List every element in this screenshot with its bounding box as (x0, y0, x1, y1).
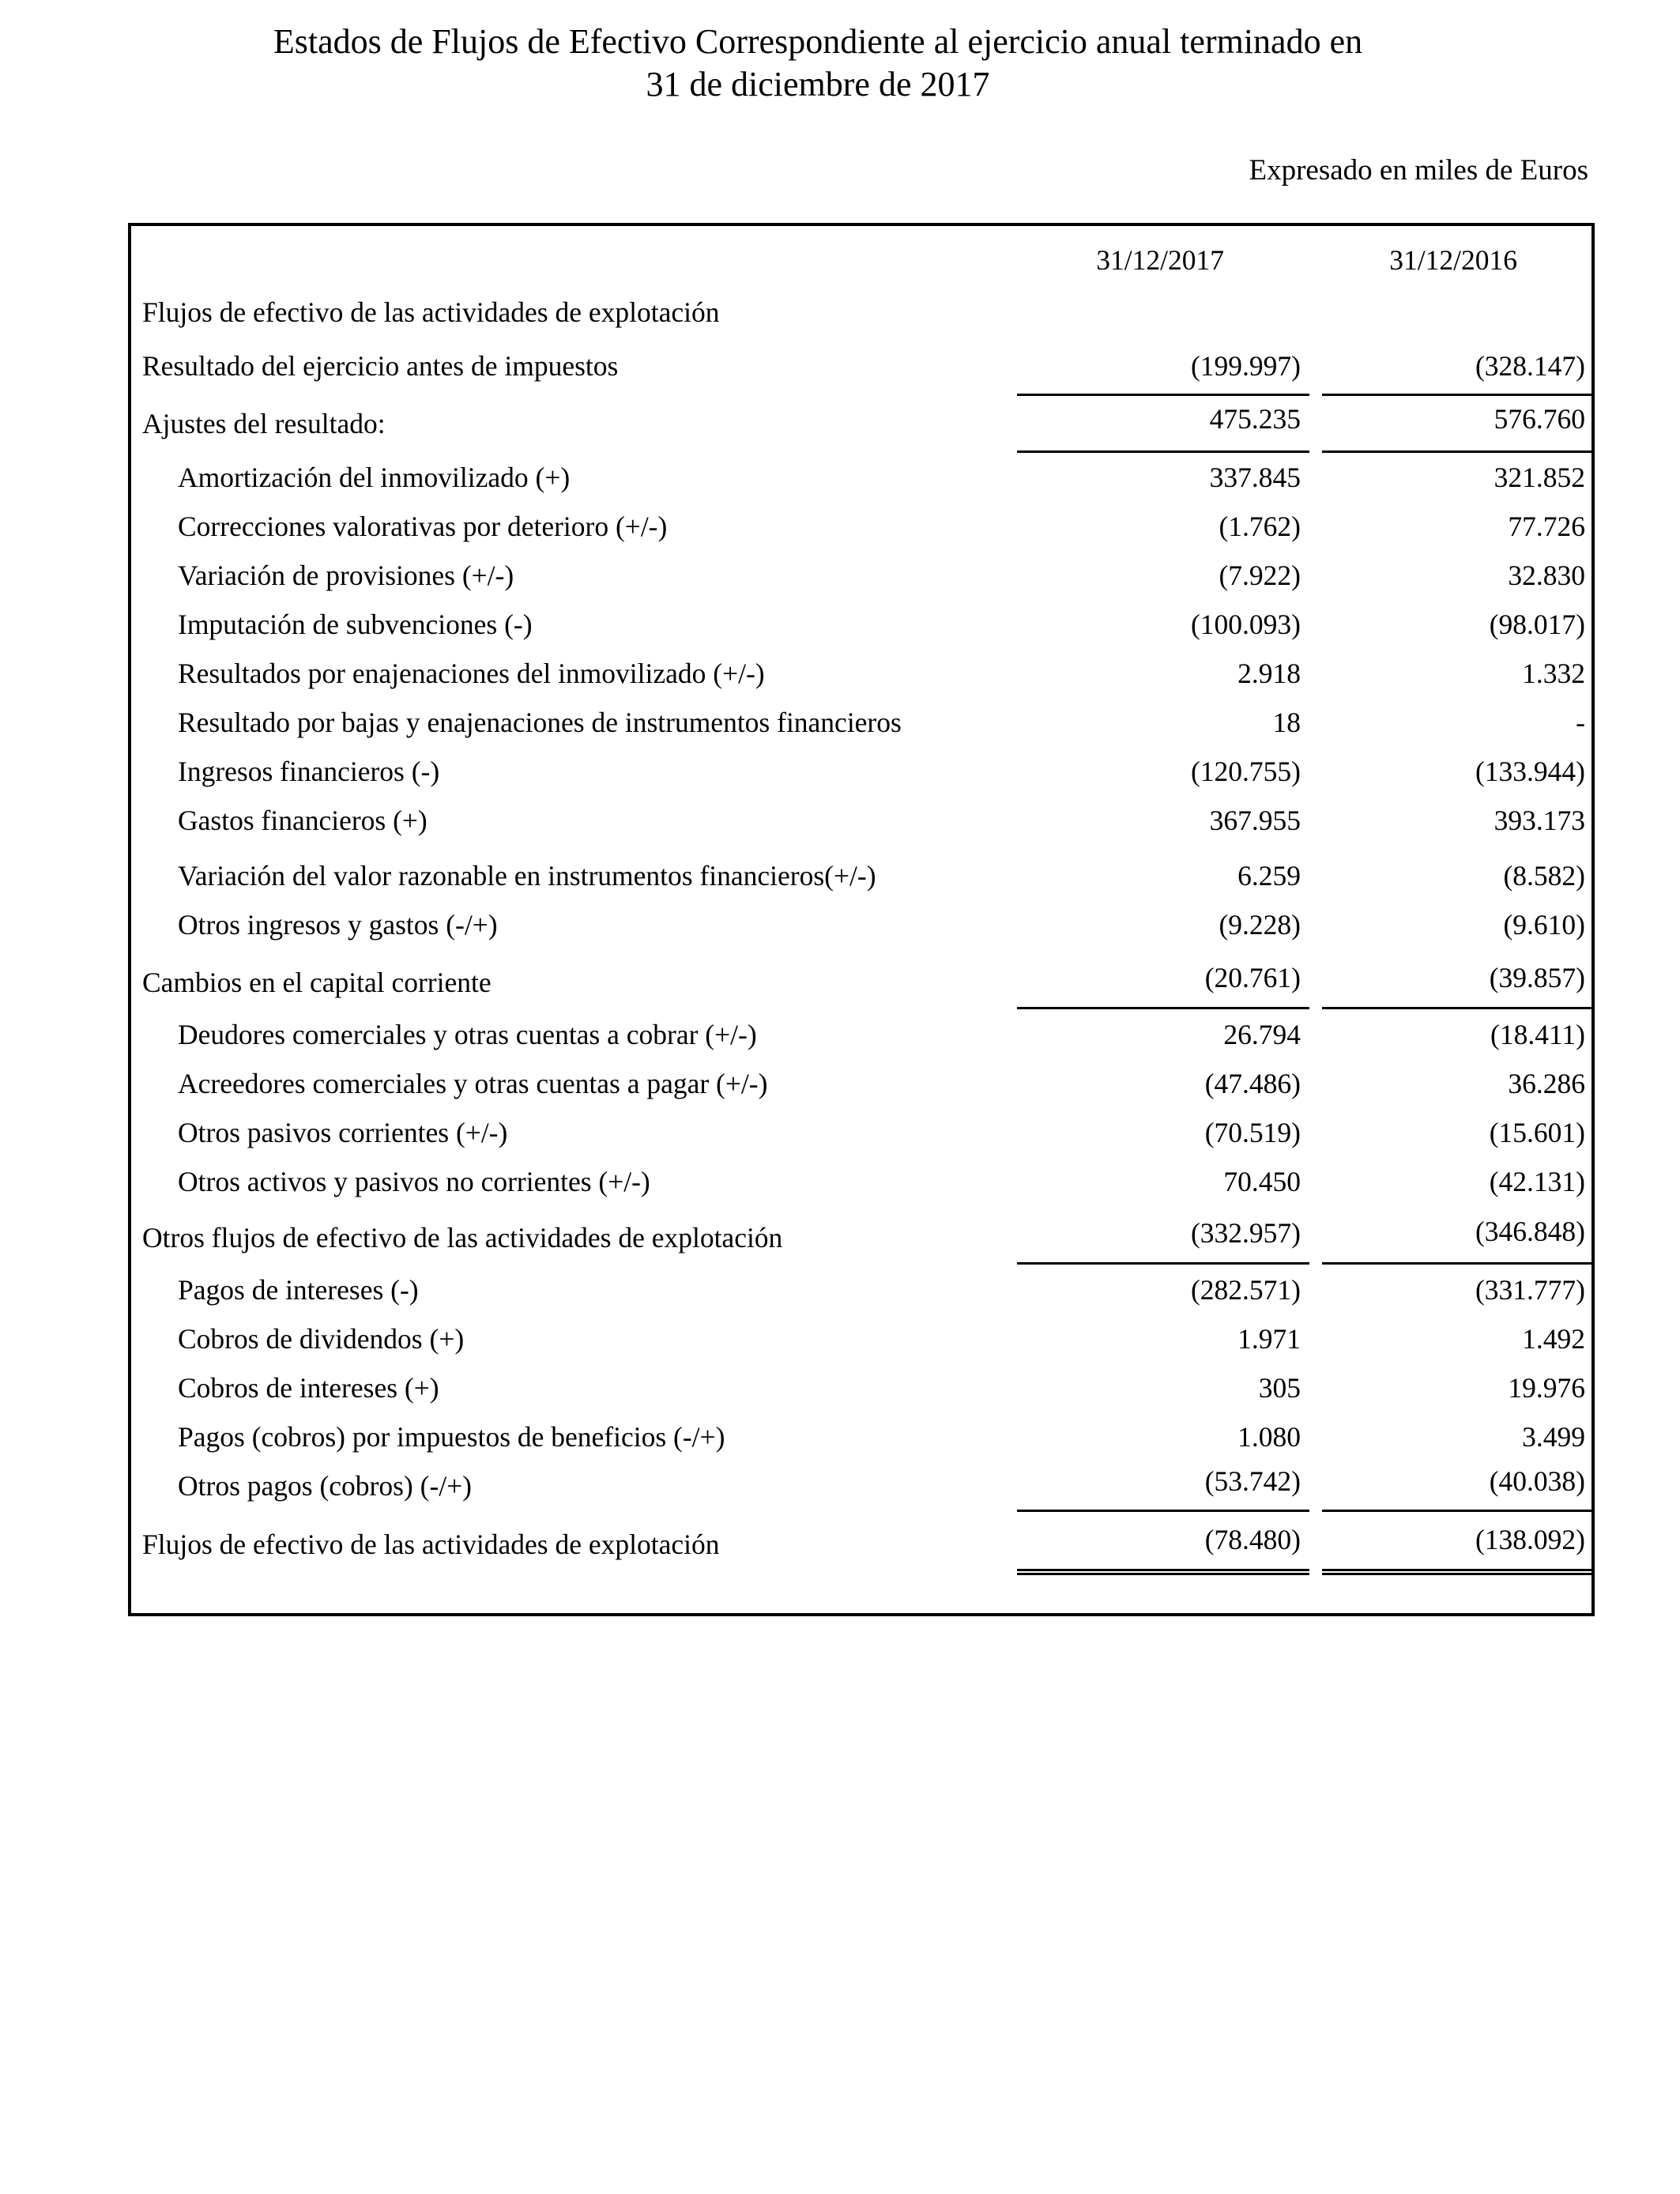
row-label: Resultado del ejercicio antes de impuestos (142, 350, 619, 382)
row-label: Acreedores comerciales y otras cuentas a pagar (+/-) (178, 1068, 768, 1099)
row-label: Pagos (cobros) por impuestos de beneficios (-/+) (178, 1421, 725, 1453)
value-2016: (346.848) (1475, 1216, 1585, 1247)
subtotal-rule (1017, 1510, 1309, 1512)
subtotal-rule (1017, 1262, 1309, 1265)
row-label: Amortización del inmovilizado (+) (178, 462, 571, 493)
value-2017: (78.480) (1204, 1524, 1301, 1555)
subtotal-rule (1322, 1007, 1595, 1009)
table-row-total (131, 1521, 1591, 1570)
total-double-rule (1322, 1569, 1595, 1575)
value-2016: (40.038) (1489, 1465, 1585, 1497)
table-row (131, 1159, 1591, 1208)
value-2016: 321.852 (1494, 462, 1585, 493)
row-label: Gastos financieros (+) (178, 805, 428, 836)
value-2016: 576.760 (1494, 403, 1585, 435)
value-2016: (138.092) (1475, 1524, 1585, 1555)
title-line-2: 31 de diciembre de 2017 (646, 65, 990, 104)
table-row (131, 1414, 1591, 1463)
value-2016: (39.857) (1489, 962, 1585, 993)
value-2016: (18.411) (1490, 1019, 1585, 1050)
table-row (131, 1215, 1591, 1264)
value-2017: 70.450 (1223, 1166, 1301, 1197)
column-header-2016: 31/12/2016 (1389, 244, 1517, 276)
row-label: Ajustes del resultado: (142, 408, 386, 439)
value-2017: (20.761) (1204, 962, 1301, 993)
cash-flow-table (128, 223, 1595, 1616)
units-note: Expresado en miles de Euros (1249, 154, 1588, 187)
table-row (131, 650, 1591, 699)
value-2017: (7.922) (1219, 560, 1301, 591)
row-label: Ingresos financieros (-) (178, 756, 440, 787)
row-label: Correcciones valorativas por deterioro (+/-) (178, 511, 668, 542)
table-row (131, 959, 1591, 1008)
subtotal-rule (1322, 394, 1595, 396)
value-2016: 19.976 (1508, 1372, 1585, 1404)
row-label: Cobros de intereses (+) (178, 1372, 439, 1404)
value-2016: 3.499 (1522, 1421, 1585, 1453)
value-2017: (199.997) (1190, 350, 1301, 382)
table-row (131, 1012, 1591, 1061)
table-row (131, 503, 1591, 552)
value-2017: 367.955 (1209, 805, 1301, 836)
column-header-2017: 31/12/2017 (1096, 244, 1224, 276)
value-2016: (42.131) (1489, 1166, 1585, 1197)
value-2017: 1.971 (1237, 1323, 1301, 1355)
value-2016: (15.601) (1489, 1117, 1585, 1148)
total-double-rule (1017, 1569, 1309, 1575)
page-title (0, 21, 1636, 106)
value-2016: (9.610) (1503, 909, 1585, 941)
subtotal-rule (1322, 1262, 1595, 1265)
table-row (131, 1463, 1591, 1512)
row-label: Otros ingresos y gastos (-/+) (178, 909, 498, 941)
row-label: Otros activos y pasivos no corrientes (+/-) (178, 1166, 650, 1197)
row-label: Flujos de efectivo de las actividades de explotación (142, 1529, 720, 1560)
row-label: Otros flujos de efectivo de las actividades de explotación (142, 1222, 783, 1253)
row-label: Otros pagos (cobros) (-/+) (178, 1470, 472, 1502)
row-label: Variación de provisiones (+/-) (178, 560, 514, 591)
value-2016: - (1576, 707, 1585, 738)
table-row (131, 699, 1591, 748)
subtotal-rule (1322, 450, 1595, 453)
row-label: Pagos de intereses (-) (178, 1274, 419, 1306)
table-row (131, 1316, 1591, 1365)
table-row (131, 401, 1591, 450)
row-label: Imputación de subvenciones (-) (178, 609, 533, 640)
title-line-1: Estados de Flujos de Efectivo Correspondiente al ejercicio anual terminado en (273, 22, 1363, 61)
value-2017: 305 (1258, 1372, 1301, 1404)
section-heading: Flujos de efectivo de las actividades de explotación (142, 296, 720, 328)
value-2016: (328.147) (1475, 350, 1585, 382)
value-2016: (133.944) (1475, 756, 1585, 787)
table-row (131, 601, 1591, 650)
row-label: Deudores comerciales y otras cuentas a cobrar (+/-) (178, 1019, 757, 1050)
value-2017: 2.918 (1237, 658, 1301, 689)
value-2016: 77.726 (1508, 511, 1585, 542)
table-row (131, 454, 1591, 503)
value-2016: (331.777) (1475, 1274, 1585, 1306)
row-label: Cobros de dividendos (+) (178, 1323, 465, 1355)
value-2016: 1.492 (1522, 1323, 1585, 1355)
value-2017: 26.794 (1223, 1019, 1301, 1050)
subtotal-rule (1017, 1007, 1309, 1009)
subtotal-rule (1017, 450, 1309, 453)
table-row (131, 853, 1591, 902)
table-row (131, 343, 1591, 392)
value-2017: (47.486) (1204, 1068, 1301, 1099)
value-2016: 36.286 (1508, 1068, 1585, 1099)
row-label: Otros pasivos corrientes (+/-) (178, 1117, 508, 1148)
value-2017: 6.259 (1237, 860, 1301, 892)
table-row (131, 748, 1591, 797)
value-2017: (70.519) (1204, 1117, 1301, 1148)
value-2016: (98.017) (1489, 609, 1585, 640)
table-row (131, 797, 1591, 846)
table-row (131, 1110, 1591, 1159)
table-row (131, 1267, 1591, 1316)
value-2016: 1.332 (1522, 658, 1585, 689)
table-row (131, 552, 1591, 601)
value-2017: (332.957) (1190, 1217, 1301, 1249)
value-2017: (9.228) (1219, 909, 1301, 941)
value-2016: 32.830 (1508, 560, 1585, 591)
value-2017: 475.235 (1209, 403, 1301, 435)
value-2017: 1.080 (1237, 1421, 1301, 1453)
table-row (131, 1061, 1591, 1110)
table-row (131, 1365, 1591, 1414)
value-2017: (53.742) (1204, 1465, 1301, 1497)
table-row (131, 902, 1591, 951)
row-label: Resultado por bajas y enajenaciones de instrumentos financieros (178, 707, 902, 738)
value-2016: (8.582) (1503, 860, 1585, 892)
row-label: Variación del valor razonable en instrumentos financieros(+/-) (178, 860, 876, 892)
subtotal-rule (1017, 394, 1309, 396)
value-2016: 393.173 (1494, 805, 1585, 836)
row-label: Cambios en el capital corriente (142, 967, 492, 998)
section-heading-row (131, 289, 1591, 338)
subtotal-rule (1322, 1510, 1595, 1512)
row-label: Resultados por enajenaciones del inmovilizado (+/-) (178, 658, 765, 689)
value-2017: (1.762) (1219, 511, 1301, 542)
value-2017: (282.571) (1190, 1274, 1301, 1306)
value-2017: 337.845 (1209, 462, 1301, 493)
value-2017: (100.093) (1190, 609, 1301, 640)
value-2017: 18 (1272, 707, 1301, 738)
value-2017: (120.755) (1190, 756, 1301, 787)
